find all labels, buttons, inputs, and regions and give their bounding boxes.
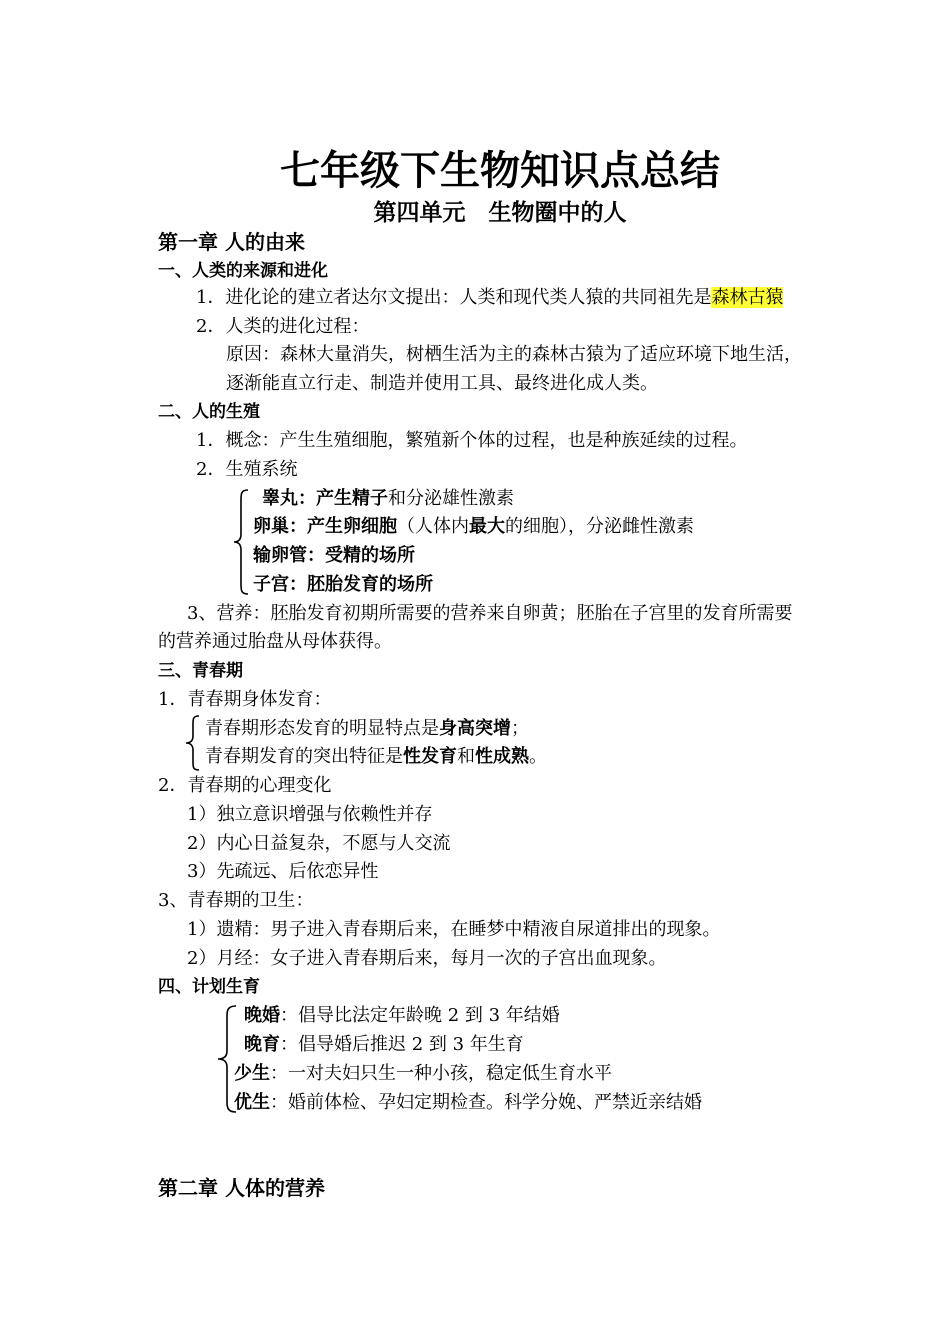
fewer-births-label: 少生 (234, 1063, 270, 1084)
ovary-text-1: （人体内 (397, 516, 469, 537)
nutrition-line-1: 3、营养：胚胎发育初期所需要的营养来自卵黄；胚胎在子宫里的发育所需要 (187, 603, 793, 624)
puberty-feature-b-text: 青春期发育的突出特征是 (205, 746, 403, 767)
chapter-2-title: 第二章 人体的营养 (158, 1176, 325, 1200)
eugenics-text: ：婚前体检、孕妇定期检查。科学分娩、严禁近亲结婚 (270, 1092, 702, 1113)
evolution-line-1-text: 1．进化论的建立者达尔文提出：人类和现代类人猿的共同祖先是 (196, 287, 712, 308)
puberty-feature-a-end: ； (511, 718, 529, 739)
evolution-line-2: 2．人类的进化过程： (196, 316, 370, 337)
section-3-heading: 三、青春期 (158, 661, 243, 681)
unit-subtitle: 第四单元 生物圈中的人 (373, 200, 627, 226)
puberty-line-2: 2．青春期的心理变化 (158, 775, 332, 796)
ovary-label: 卵巢：产生卵细胞 (253, 516, 397, 537)
puberty-brace (184, 714, 202, 772)
reproductive-system-brace (232, 488, 252, 596)
evolution-line-4: 逐渐能直立行走、制造并使用工具、最终进化成人类。 (226, 373, 658, 394)
sexual-maturity: 性成熟 (475, 746, 529, 767)
testis-text: 和分泌雄性激素 (388, 488, 514, 509)
highlight-ancestor: 森林古猿 (711, 287, 784, 308)
evolution-line-3: 原因：森林大量消失，树栖生活为主的森林古猿为了适应环境下地生活， (226, 344, 802, 365)
puberty-feature-b (205, 744, 547, 770)
late-marriage-label: 晚婚 (244, 1005, 280, 1026)
oviduct-row: 输卵管：受精的场所 (253, 545, 415, 566)
puberty-feature-a (205, 716, 529, 742)
ovary-text-2: 的细胞），分泌雌性激素 (505, 516, 694, 537)
document-title: 七年级下生物知识点总结 (280, 148, 720, 194)
uterus-row: 子宫：胚胎发育的场所 (253, 574, 433, 595)
late-birth-row (244, 1032, 524, 1058)
testis-row (262, 486, 514, 512)
section-1-heading: 一、人类的来源和进化 (158, 261, 328, 281)
ovary-largest: 最大 (469, 516, 505, 537)
nutrition-line-2: 的营养通过胎盘从母体获得。 (158, 631, 392, 652)
puberty-line-3: 3、青春期的卫生： (158, 890, 314, 911)
eugenics-row (234, 1090, 702, 1116)
fewer-births-text: ：一对夫妇只生一种小孩，稳定低生育水平 (270, 1063, 612, 1084)
late-birth-label: 晚育 (244, 1034, 280, 1055)
hygiene-item-2: 2）月经：女子进入青春期后来，每月一次的子宫出血现象。 (187, 948, 667, 969)
section-2-heading: 二、人的生殖 (158, 402, 260, 422)
puberty-feature-b-end: 。 (529, 746, 547, 767)
puberty-feature-b-and: 和 (457, 746, 475, 767)
height-surge: 身高突增 (439, 718, 511, 739)
late-birth-text: ：倡导婚后推迟 2 到 3 年生育 (280, 1034, 524, 1055)
hygiene-item-1: 1）遗精：男子进入青春期后来，在睡梦中精液自尿道排出的现象。 (187, 919, 721, 940)
section-4-heading: 四、计划生育 (158, 977, 260, 997)
eugenics-label: 优生 (234, 1092, 270, 1113)
fewer-births-row (234, 1061, 612, 1087)
puberty-feature-a-text: 青春期形态发育的明显特点是 (205, 718, 439, 739)
reproduction-line-2: 2．生殖系统 (196, 459, 298, 480)
psych-item-1: 1）独立意识增强与依赖性并存 (187, 804, 433, 825)
chapter-1-title: 第一章 人的由来 (158, 230, 305, 254)
sexual-development: 性发育 (403, 746, 457, 767)
evolution-line-1 (196, 285, 783, 311)
puberty-line-1: 1．青春期身体发育： (158, 689, 332, 710)
ovary-row (253, 514, 694, 540)
late-marriage-text: ：倡导比法定年龄晚 2 到 3 年结婚 (280, 1005, 560, 1026)
reproduction-line-1: 1．概念：产生生殖细胞，繁殖新个体的过程，也是种族延续的过程。 (196, 430, 748, 451)
testis-label: 睾丸：产生精子 (262, 488, 388, 509)
psych-item-2: 2）内心日益复杂，不愿与人交流 (187, 833, 451, 854)
psych-item-3: 3）先疏远、后依恋异性 (187, 861, 379, 882)
late-marriage-row (244, 1003, 560, 1029)
